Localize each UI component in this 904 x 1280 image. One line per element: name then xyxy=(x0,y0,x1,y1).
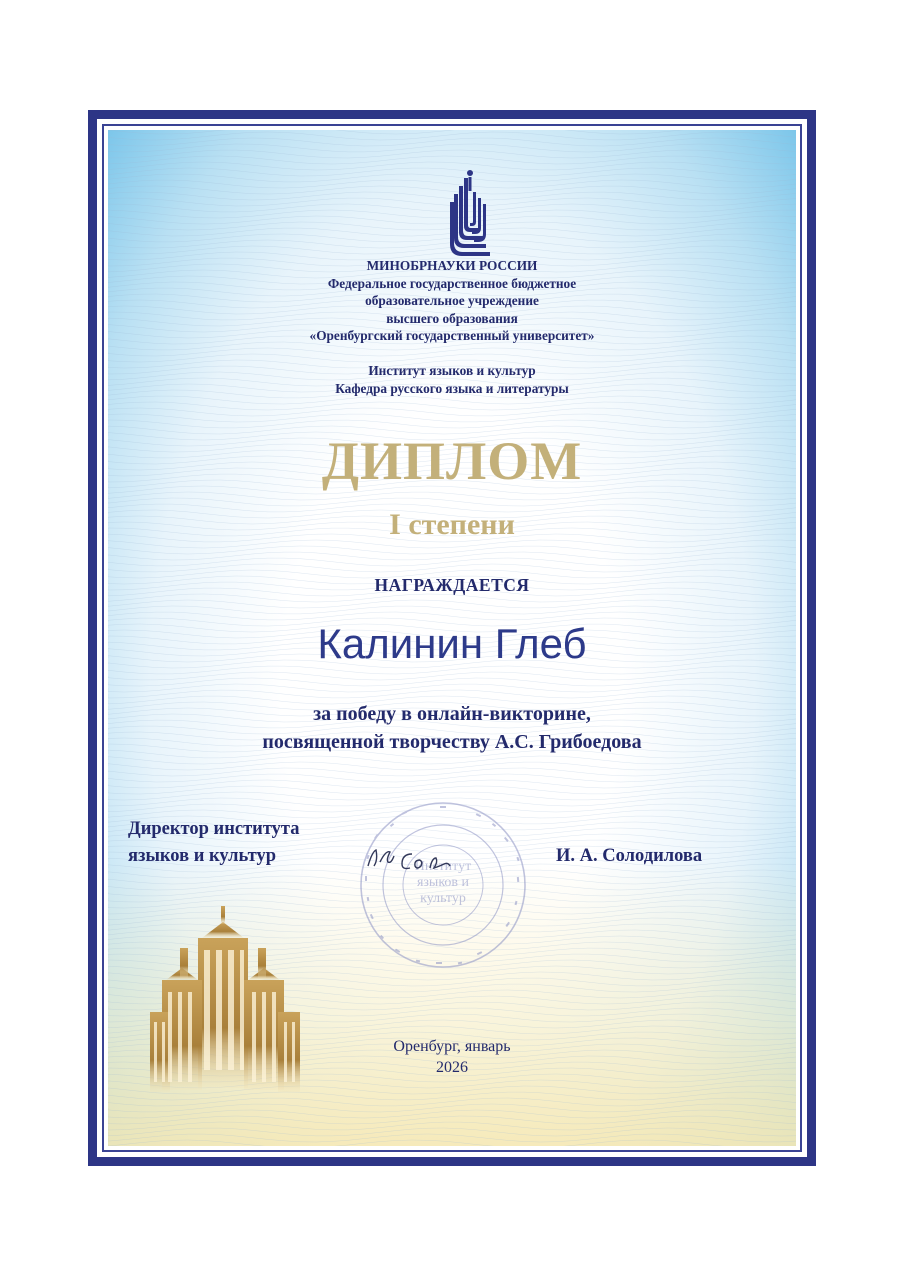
institute-name: Институт языков и культур xyxy=(368,363,536,378)
signatory-name: И. А. Солодилова xyxy=(556,846,703,866)
signatory-position-line-1: Директор института xyxy=(128,819,300,839)
recipient-name: Калинин Глеб xyxy=(317,620,587,667)
awarded-label: НАГРАЖДАЕТСЯ xyxy=(374,575,530,595)
signatory-position-line-2: языков и культур xyxy=(128,846,277,866)
handwritten-signature xyxy=(362,840,482,880)
wave-line xyxy=(108,678,796,686)
stamp-center-line-3: культур xyxy=(420,891,466,906)
stamp-center-line-1: Институт xyxy=(414,859,472,874)
wave-line xyxy=(108,774,796,782)
wave-line xyxy=(108,612,796,620)
wave-line xyxy=(108,396,796,404)
wave-line xyxy=(108,150,796,158)
wave-line xyxy=(108,786,796,794)
ministry-name: МИНОБРНАУКИ РОССИИ xyxy=(366,258,538,273)
wave-line xyxy=(108,684,796,692)
stamp-center-line-2: языков и xyxy=(416,875,470,890)
wave-line xyxy=(108,1140,796,1146)
official-stamp-icon xyxy=(356,798,530,972)
wave-line xyxy=(108,492,796,500)
header-line-2: образовательное учреждение xyxy=(365,293,539,308)
header-line-1: Федеральное государственное бюджетное xyxy=(327,276,577,291)
wave-line xyxy=(108,144,796,152)
wave-line xyxy=(108,1116,796,1124)
department-name: Кафедра русского языка и литературы xyxy=(335,381,569,396)
wave-line xyxy=(108,402,796,410)
place-and-month: Оренбург, январь xyxy=(393,1038,511,1055)
university-name: «Оренбургский государственный университет» xyxy=(309,328,595,343)
issue-year: 2026 xyxy=(436,1059,468,1076)
wave-line xyxy=(108,558,796,566)
diploma-paper xyxy=(108,130,796,1146)
diploma-title: ДИПЛОМ xyxy=(321,431,583,491)
wave-line xyxy=(108,408,796,416)
wave-line xyxy=(108,780,796,788)
header-line-3: высшего образования xyxy=(386,311,518,326)
university-logo-icon xyxy=(450,168,494,260)
wave-line xyxy=(108,600,796,608)
award-reason-line-1: за победу в онлайн-викторине, xyxy=(313,703,591,725)
wave-line xyxy=(108,606,796,614)
diploma-degree: I степени xyxy=(389,508,515,541)
award-reason-line-2: посвященной творчеству А.С. Грибоедова xyxy=(262,731,642,753)
wave-line xyxy=(108,498,796,506)
diploma-frame xyxy=(88,110,816,1166)
wave-line xyxy=(108,420,796,428)
